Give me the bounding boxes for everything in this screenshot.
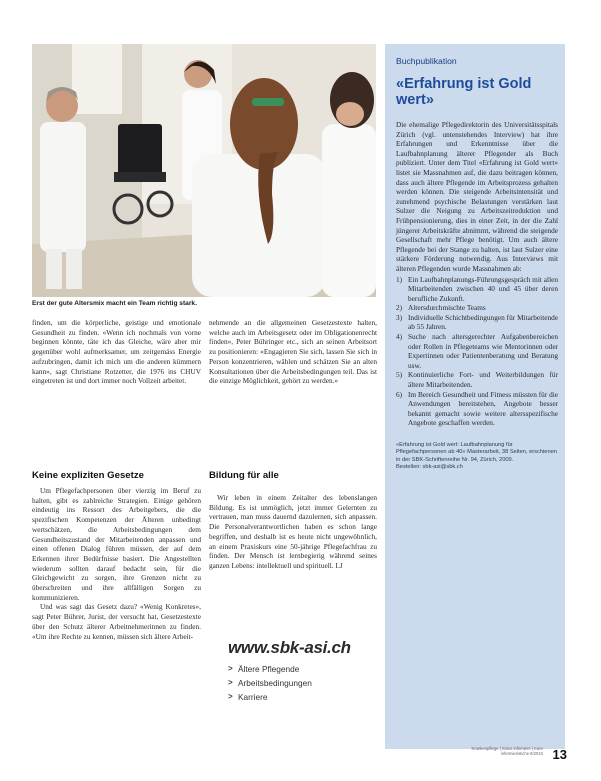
paragraph (209, 493, 377, 571)
list-item: 2) Altersdurchmischte Teams (396, 303, 486, 313)
team-photo (32, 44, 376, 297)
web-link-item[interactable]: > Arbeitsbedingungen (228, 678, 312, 688)
list-item: 4) Suche nach altersgerechter Aufgabenbereichen oder Rollen in Pflegeteams wie Mentorinnen oder Expertinnen oder Patientenberatung und Beratung usw. (396, 332, 558, 370)
page-footer (443, 745, 569, 769)
list-item: 3) Individuelle Schichtbedingungen für Mitarbeitende ab 55 Jahren. (396, 312, 558, 332)
web-links-box (228, 638, 378, 704)
column-1-text (32, 318, 201, 386)
website-link[interactable]: www.sbk-asi.ch (228, 638, 351, 657)
sidebar-title: «Erfahrung ist Gold wert» (396, 76, 532, 108)
measures-list (396, 275, 558, 429)
list-item: 1) Ein Laufbahnplanungs-Führungsgespräch mit allen Mitarbeitenden zwischen 40 und 45 über deren berufliche Zukunft. (396, 274, 558, 303)
paragraph: finden, um die körperliche, geistige und emotionale Gesundheit zu finden. «Wenn ich nochmals von vorne beginnen könnte, täte ich das Gleiche, wäre aber mir gegenüber wohl aufmerksamer, um zeitgemäss Energie aufzubringen, damit ich mich um die anderen kümmern kann», sagt Christiane Rotzetter, die 1976 ins CHUV eingetreten ist und dort immer noch Vollzeit arbeitet. (32, 318, 201, 386)
page-number: 13 (552, 747, 567, 762)
sidebar-intro: Die ehemalige Pflegedirektorin des Universitätsspitals Zürich (vgl. untenstehendes Interview) hat ihre Erfahrungen und Erkenntnisse über die Laufbahnplanung älterer Pflegender als Buch publiziert. Unter dem Titel «Erfahrung ist Gold wert» listet sie Massnahmen auf, die dazu beitragen können, dass auch ältere Pflegende im Arbeitsprozess gehalten werden können. Die steigende Arbeitsintensität und zunehmend psychische Belastungen verstärken laut Sulzer die Neigung zu Arbeitszeitreduktion und Frühpensionierung, dies in einer Zeit, in der die Zahl jüngerer Arbeitskräfte abnimmt, während die steigende Gesellschaft mehr Pflege benötigt. Um auch ältere Pflegende bei der Stange zu halten, ist laut Sulzer eine stärkere Förderung notwendig. Aus Interviews mit älteren Pflegenden wurde Massnahmen ab: (396, 120, 558, 273)
chevron-right-icon: > (228, 692, 233, 701)
heading-keine-gesetze: Keine expliziten Gesetze (32, 470, 144, 481)
heading-bildung: Bildung für alle (209, 470, 279, 481)
journal-name: Krankenpflege | Soins infirmiers | Cure infermieristiche 8/2010 (471, 746, 543, 757)
chevron-right-icon: > (228, 664, 233, 673)
sidebar-box (385, 44, 565, 749)
column-2-section (209, 493, 377, 571)
list-item: 6) Im Bereich Gesundheit und Fitness müssten für die Anwendungen bereitstehen, Angebote besser bekannt gemacht sowie weitere altersspezifische Angebote geschaffen werden. (396, 389, 558, 428)
paragraph: nehmende an die allgemeinen Gesetzestexte halten, welche auch im Arbeitsgesetz oder im Obligationenrecht finden», Peter Bühringer etc., sich an seinen Arbeitsort zu positionieren: «Engagieren Sie sich, lassen Sie sich in Person konzentrieren, wählen und schätzen Sie an alten Konsultationen über die Arbeitsbedingungen teil. Das ist die einzige Möglichkeit, gehört zu werden.» (209, 318, 377, 386)
web-link-item[interactable]: > Karriere (228, 692, 268, 702)
paragraph: Um Pflegefachpersonen über vierzig im Beruf zu halten, gibt es zahlreiche Strategien. Einige gehören eindeutig ins Ressort des Arbeitgebers, die die spezifischen Kompetenzen der Älteren unbedingt wertschätzen, die Arbeitsbedingungen dem Gesundheitszustand der Mitarbeitenden anpassen und einen offenen Dialog führen müssen, der auf dem Erkennen ihrer Bedürfnisse basiert. Die Angestellten wiederum sollten darauf bedacht sein, für die Gleichgewicht zu sorgen, ihre Grenzen nicht zu überschreiten und ihre allfälligen Sorgen zu kommunizieren. (32, 486, 201, 602)
chevron-right-icon: > (228, 678, 233, 687)
column-1-section (32, 486, 201, 641)
end-mark: LJ (335, 560, 343, 570)
web-links-list (228, 662, 378, 704)
paragraph: Und was sagt das Gesetz dazu? «Wenig Konkretes», sagt Peter Bührer, Jurist, der versucht hat, Gesetzestexte über den Schutz älterer Arbeitnehmerinnen zu finden. «Um ihre Rechte zu kennen, müssen sich ältere Arbeit- (32, 602, 201, 641)
column-2-text (209, 318, 377, 386)
web-link-item[interactable]: > Ältere Pflegende (228, 664, 300, 674)
sidebar-body (396, 120, 558, 428)
paragraph-text: Wir leben in einem Zeitalter des lebenslangen Bildung. Es ist unmöglich, jetzt immer Gelernten zu vertrauen, man muss dauernd dazulernen, sich anpassen. Die Personalverantwortlichen haben es schon lange begriffen, und deshalb ist es heute nicht ungewöhnlich, an einem Praxiskurs eine 50-jährige Pflegefachfrau zu finden. Der Mensch ist lernbegierig während seines ganzen Lebens: intellektuell und spirituell. (209, 493, 377, 570)
sidebar-kicker: Buchpublikation (396, 56, 457, 66)
photo-caption: Erst der gute Altersmix macht ein Team richtig stark. (32, 300, 197, 307)
sidebar-note: «Erfahrung ist Gold wert: Laufbahnplanung für Pflegefachpersonen ab 40» Masterarbeit, 38 Seiten, erschienen in der SBK-Schriftenreihe Nr. 94, Zürich, 2009. Bestellen: sbk-asi@sbk.ch (396, 442, 557, 470)
list-item: 5) Kontinuierliche Fort- und Weiterbildungen für ältere Mitarbeitenden. (396, 370, 558, 390)
